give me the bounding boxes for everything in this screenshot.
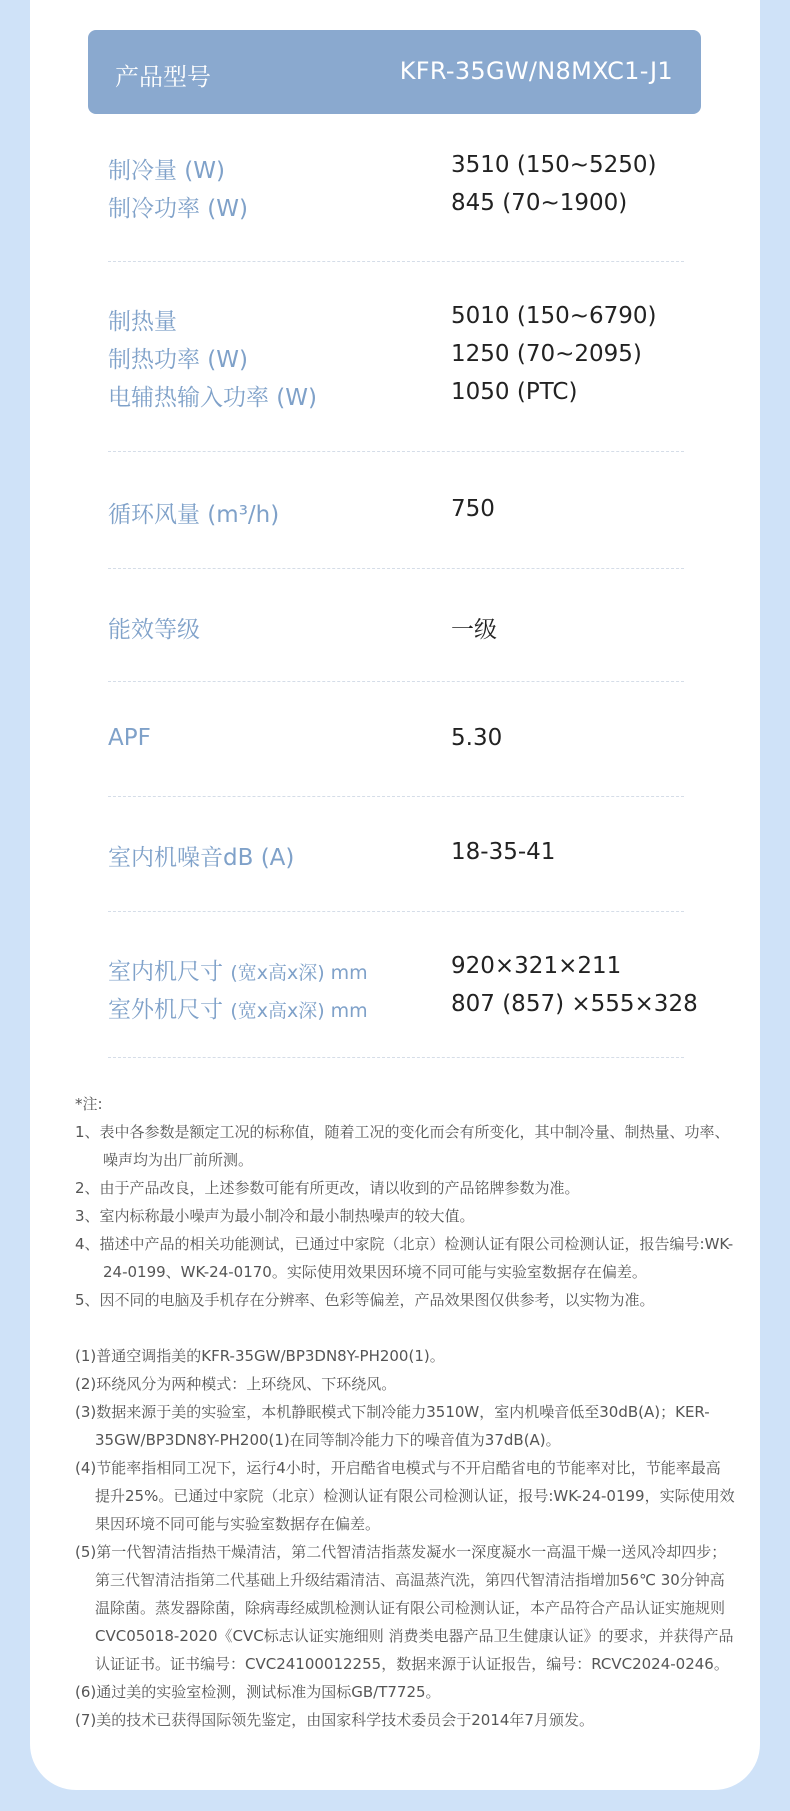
spec-row: [108, 725, 684, 763]
spec-key: 制冷功率 (W): [108, 196, 248, 222]
spec-row: [108, 190, 684, 228]
spec-key: 制冷量 (W): [108, 158, 225, 184]
spec-value: 18-35-41: [451, 839, 556, 865]
notes-section: [75, 1090, 735, 1734]
spec-value: 3510 (150~5250): [451, 152, 657, 178]
spec-value: 1050 (PTC): [451, 379, 578, 405]
spec-group-efficiency-grade: [108, 611, 684, 649]
model-header: [88, 30, 701, 114]
model-label: 产品型号: [115, 63, 211, 91]
note-item: 4、描述中产品的相关功能测试，已通过中家院（北京）检测认证有限公司检测认证，报告编号:WK-24-0199、WK-24-0170。实际使用效果因环境不同可能与实验室数据存在偏差。: [75, 1235, 734, 1281]
spec-key: 室内机噪音dB (A): [108, 845, 295, 871]
spec-value: 807 (857) ×555×328: [451, 991, 698, 1017]
model-value: KFR-35GW/N8MXC1-J1: [399, 57, 673, 85]
spec-value: 5.30: [451, 725, 503, 751]
spec-value: 845 (70~1900): [451, 190, 628, 216]
spec-group-heating: [108, 303, 684, 417]
note-item: 5、因不同的电脑及手机存在分辨率、色彩等偏差，产品效果图仅供参考，以实物为准。: [75, 1291, 655, 1309]
note-item: 1、表中各参数是额定工况的标称值，随着工况的变化而会有所变化，其中制冷量、制热量、功率、噪声均为出厂前所测。: [75, 1123, 730, 1169]
spec-key: 制热量: [108, 309, 177, 335]
divider: [108, 261, 684, 262]
spec-key: 室内机尺寸 (宽x高x深) mm: [108, 959, 368, 985]
spec-value: 1250 (70~2095): [451, 341, 642, 367]
spec-row: [108, 379, 684, 417]
spec-row: [108, 152, 684, 190]
spec-row: [108, 953, 684, 991]
note-item: 2、由于产品改良，上述参数可能有所更改，请以收到的产品铭牌参数为准。: [75, 1179, 580, 1197]
spec-value: 5010 (150~6790): [451, 303, 657, 329]
spec-key: 能效等级: [108, 617, 200, 643]
divider: [108, 911, 684, 912]
note-item: 3、室内标称最小噪声为最小制冷和最小制热噪声的较大值。: [75, 1207, 475, 1225]
spec-group-noise: [108, 839, 684, 877]
spec-row: [108, 303, 684, 341]
footnote: (6)通过美的实验室检测，测试标准为国标GB/T7725。: [75, 1683, 441, 1701]
footnote: (1)普通空调指美的KFR-35GW/BP3DN8Y-PH200(1)。: [75, 1347, 445, 1365]
spec-group-airflow: [108, 496, 684, 534]
footnote: (2)环绕风分为两种模式：上环绕风、下环绕风。: [75, 1375, 397, 1393]
spec-value: 920×321×211: [451, 953, 622, 979]
footnote: (5)第一代智清洁指热干燥清洁，第二代智清洁指蒸发凝水一深度凝水一高温干燥一送风冷却四步；第三代智清洁指第二代基础上升级结霜清洁、高温蒸汽洗，第四代智清洁指增加56℃ 30分钟高温除菌。蒸发器除菌，除病毒经威凯检测认证有限公司检测认证，本产品符合产品认证实施规则CVC05018-2020《CVC标志认证实施细则 消费类电器产品卫生健康认证》的要求，并获得产品认证证书。证书编号：CVC24100012255，数据来源于认证报告，编号：RCVC2024-0246。: [75, 1543, 734, 1673]
divider: [108, 1057, 684, 1058]
spec-row: [108, 611, 684, 649]
spec-group-dimensions: [108, 953, 698, 1029]
spec-value: 一级: [451, 617, 497, 643]
spec-row: [108, 341, 684, 379]
spec-key: 室外机尺寸 (宽x高x深) mm: [108, 997, 368, 1023]
divider: [108, 568, 684, 569]
footnote: (3)数据来源于美的实验室，本机静眠模式下制冷能力3510W，室内机噪音低至30dB(A)；KER-35GW/BP3DN8Y-PH200(1)在同等制冷能力下的噪音值为37dB(A)。: [75, 1403, 710, 1449]
spec-group-apf: [108, 725, 684, 763]
divider: [108, 451, 684, 452]
spec-row: [108, 839, 684, 877]
spec-row: [108, 991, 698, 1029]
notes-title: *注:: [75, 1095, 103, 1113]
divider: [108, 796, 684, 797]
footnote: (7)美的技术已获得国际领先鉴定，由国家科学技术委员会于2014年7月颁发。: [75, 1711, 594, 1729]
spec-key: APF: [108, 725, 151, 751]
spec-key: 循环风量 (m³/h): [108, 502, 280, 528]
spec-key: 电辅热输入功率 (W): [108, 385, 317, 411]
spec-key: 制热功率 (W): [108, 347, 248, 373]
spec-value: 750: [451, 496, 495, 522]
spec-row: [108, 496, 684, 534]
divider: [108, 681, 684, 682]
spec-group-cooling: [108, 152, 684, 228]
footnote: (4)节能率指相同工况下，运行4小时，开启酷省电模式与不开启酷省电的节能率对比，节能率最高提升25%。已通过中家院（北京）检测认证有限公司检测认证，报号:WK-24-0199，实际使用效果因环境不同可能与实验室数据存在偏差。: [75, 1459, 735, 1533]
